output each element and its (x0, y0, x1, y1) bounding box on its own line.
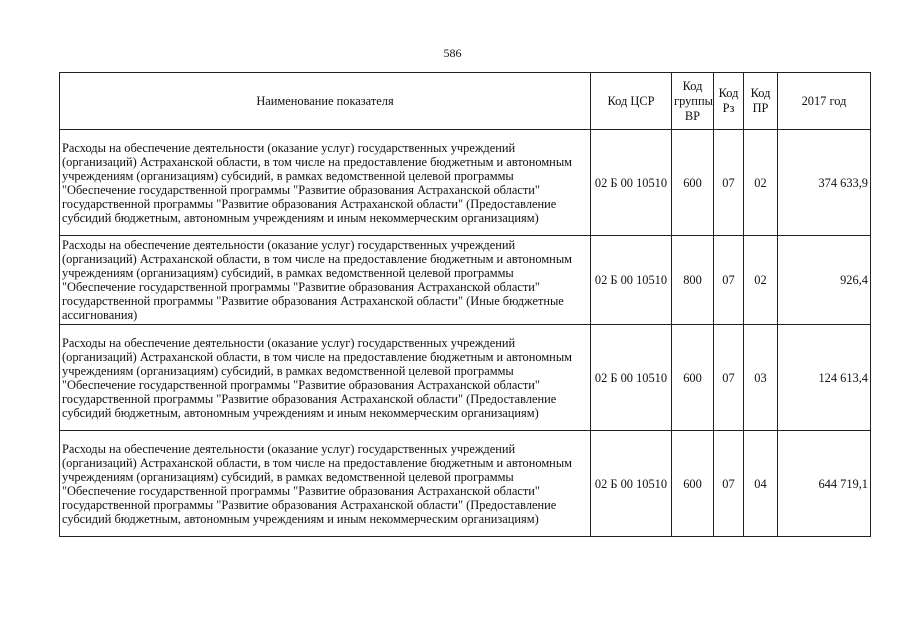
row-amount: 644 719,1 (778, 431, 871, 537)
row-amount: 374 633,9 (778, 130, 871, 236)
row-csr: 02 Б 00 10510 (591, 130, 672, 236)
row-vr: 600 (672, 325, 714, 431)
row-name: Расходы на обеспечение деятельности (оказание услуг) государственных учреждений (организаций) Астраханской области, в том числе на предоставление бюджетным и автономным учреждениям (организациям) субсидий, в рамках ведомственной целевой программы "Обеспечение государственной программы "Развитие образования Астраханской области" государственной программы "Развитие образования Астраханской области" (Иные бюджетные ассигнования) (60, 236, 591, 325)
budget-table (59, 72, 871, 537)
row-pr: 02 (744, 130, 778, 236)
page-number: 586 (443, 46, 462, 60)
row-name: Расходы на обеспечение деятельности (оказание услуг) государственных учреждений (организаций) Астраханской области, в том числе на предоставление бюджетным и автономным учреждениям (организациям) субсидий, в рамках ведомственной целевой программы "Обеспечение государственной программы "Развитие образования Астраханской области" государственной программы "Развитие образования Астраханской области" (Предоставление субсидий бюджетным, автономным учреждениям и иным некоммерческим организациям) (60, 130, 591, 236)
row-csr: 02 Б 00 10510 (591, 431, 672, 537)
row-vr: 800 (672, 236, 714, 325)
table-row (60, 431, 871, 537)
row-name: Расходы на обеспечение деятельности (оказание услуг) государственных учреждений (организаций) Астраханской области, в том числе на предоставление бюджетным и автономным учреждениям (организациям) субсидий, в рамках ведомственной целевой программы "Обеспечение государственной программы "Развитие образования Астраханской области" государственной программы "Развитие образования Астраханской области" (Предоставление субсидий бюджетным, автономным учреждениям и иным некоммерческим организациям) (60, 325, 591, 431)
header-name: Наименование показателя (60, 73, 591, 130)
row-rz: 07 (714, 236, 744, 325)
row-vr: 600 (672, 431, 714, 537)
table-row (60, 325, 871, 431)
row-vr: 600 (672, 130, 714, 236)
table-row (60, 130, 871, 236)
row-name: Расходы на обеспечение деятельности (оказание услуг) государственных учреждений (организаций) Астраханской области, в том числе на предоставление бюджетным и автономным учреждениям (организациям) субсидий, в рамках ведомственной целевой программы "Обеспечение государственной программы "Развитие образования Астраханской области" государственной программы "Развитие образования Астраханской области" (Предоставление субсидий бюджетным, автономным учреждениям и иным некоммерческим организациям) (60, 431, 591, 537)
row-rz: 07 (714, 431, 744, 537)
header-year: 2017 год (778, 73, 871, 130)
table-header-row (60, 73, 871, 130)
header-vr: Код группы ВР (672, 73, 714, 130)
table-row (60, 236, 871, 325)
header-pr: Код ПР (744, 73, 778, 130)
row-amount: 124 613,4 (778, 325, 871, 431)
header-csr: Код ЦСР (591, 73, 672, 130)
row-csr: 02 Б 00 10510 (591, 236, 672, 325)
row-rz: 07 (714, 325, 744, 431)
row-pr: 02 (744, 236, 778, 325)
row-rz: 07 (714, 130, 744, 236)
header-rz: Код Рз (714, 73, 744, 130)
row-pr: 04 (744, 431, 778, 537)
row-pr: 03 (744, 325, 778, 431)
row-amount: 926,4 (778, 236, 871, 325)
row-csr: 02 Б 00 10510 (591, 325, 672, 431)
